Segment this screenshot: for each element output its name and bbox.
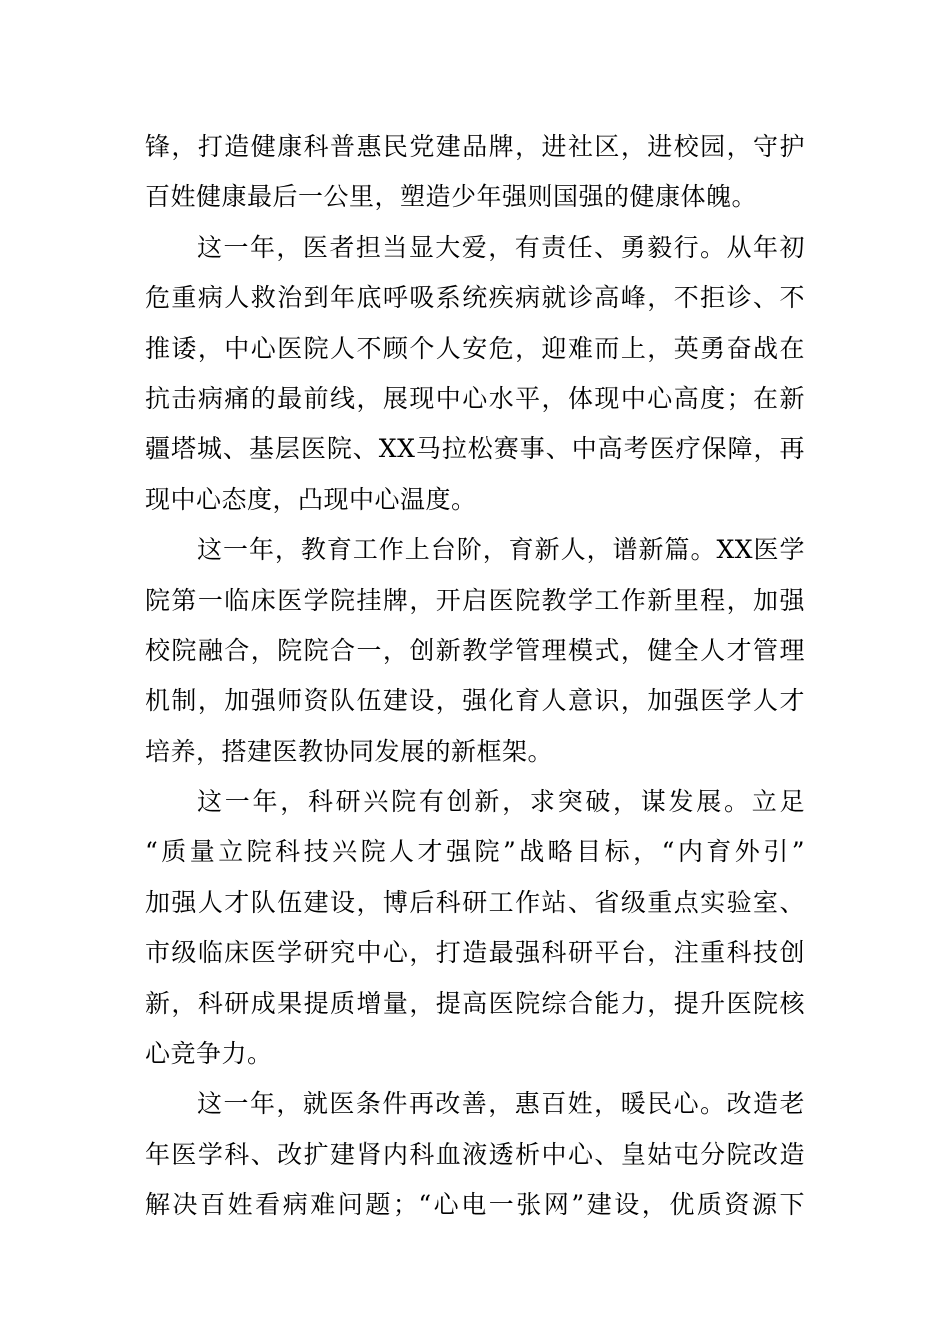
text-line: 加强人才队伍建设，博后科研工作站、省级重点实验室、	[145, 887, 805, 917]
text-line: 新，科研成果提质增量，提高医院综合能力，提升医院核	[145, 988, 805, 1018]
text-line: 疆塔城、基层医院、XX马拉松赛事、中高考医疗保障，再	[145, 434, 805, 464]
text-line: 锋，打造健康科普惠民党建品牌，进社区，进校园，守护	[145, 132, 805, 161]
text-line: 这一年，教育工作上台阶，育新人，谱新篇。XX医学	[197, 535, 805, 565]
text-line: 解决百姓看病难问题；“心电一张网”建设，优质资源下	[145, 1190, 805, 1220]
text-line: 这一年，科研兴院有创新，求突破，谋发展。立足	[197, 787, 805, 817]
text-line: 培养，搭建医教协同发展的新框架。	[145, 736, 554, 766]
text-line: 这一年，医者担当显大爱，有责任、勇毅行。从年初	[197, 232, 805, 262]
text-line: 心竞争力。	[145, 1039, 273, 1069]
text-line: “质量立院科技兴院人才强院”战略目标，“内育外引”	[145, 837, 805, 867]
text-line: 机制，加强师资队伍建设，强化育人意识，加强医学人才	[145, 686, 805, 716]
text-line: 市级临床医学研究中心，打造最强科研平台，注重科技创	[145, 938, 805, 968]
text-line: 危重病人救治到年底呼吸系统疾病就诊高峰，不拒诊、不	[145, 283, 805, 313]
text-line: 抗击病痛的最前线，展现中心水平，体现中心高度；在新	[145, 383, 805, 413]
document-body	[145, 122, 805, 1231]
text-line: 院第一临床医学院挂牌，开启医院教学工作新里程，加强	[145, 585, 805, 615]
text-line: 校院融合，院院合一，创新教学管理模式，健全人才管理	[145, 635, 805, 665]
text-line: 现中心态度，凸现中心温度。	[145, 484, 477, 514]
text-line: 这一年，就医条件再改善，惠百姓，暖民心。改造老	[197, 1089, 805, 1119]
text-line: 推诿，中心医院人不顾个人安危，迎难而上，英勇奋战在	[145, 333, 805, 363]
text-line: 百姓健康最后一公里，塑造少年强则国强的健康体魄。	[145, 182, 758, 212]
text-line: 年医学科、改扩建肾内科血液透析中心、皇姑屯分院改造	[145, 1139, 805, 1169]
